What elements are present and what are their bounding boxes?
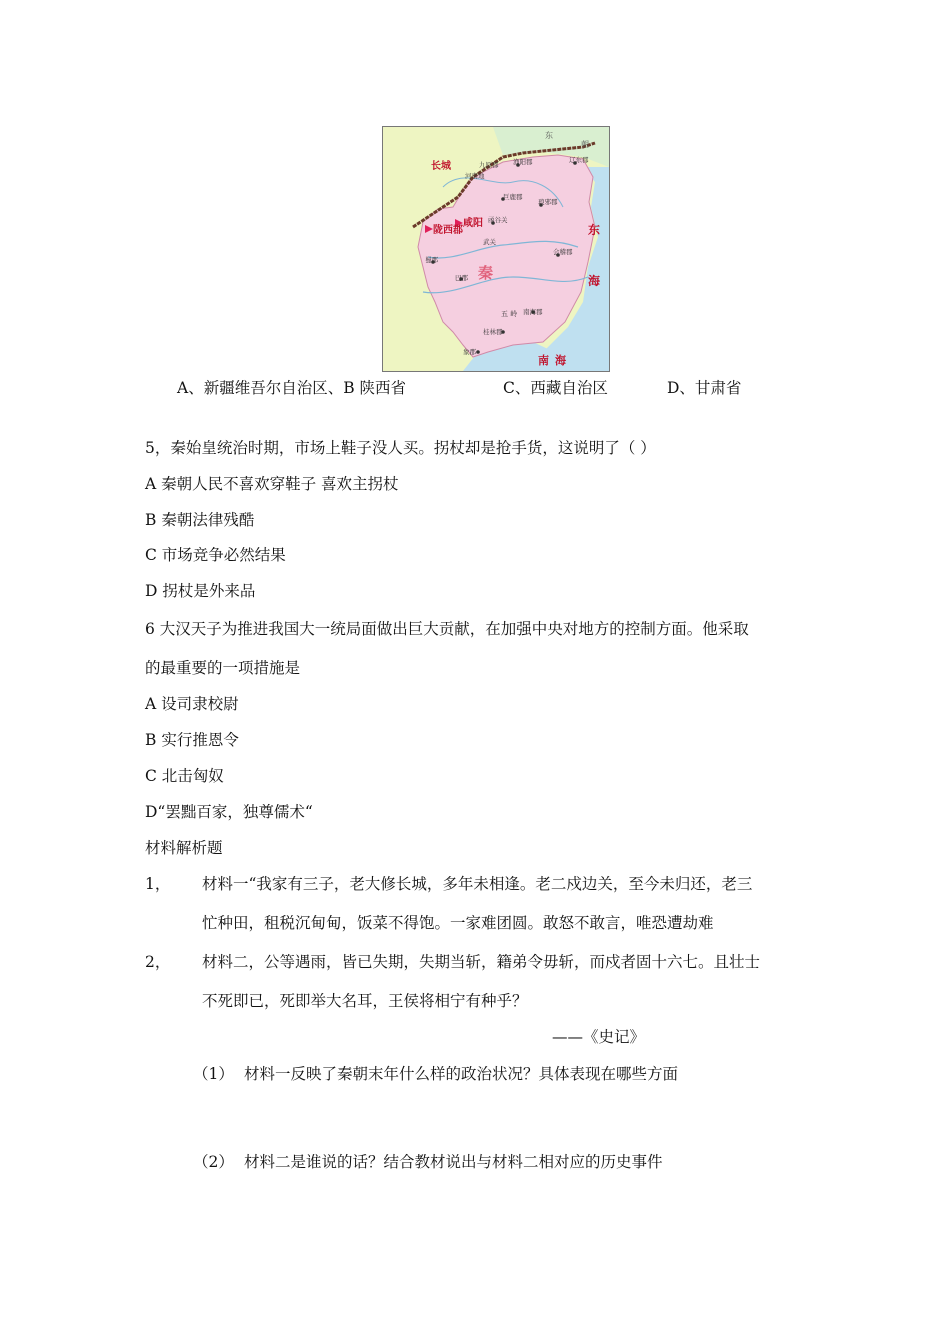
map-label-wuguan: 武关 [483, 238, 496, 246]
map-label-henandi: 河南地 [465, 172, 485, 180]
material1-line1: 材料一“我家有三子，老大修长城，多年未相逢。老二戍边关，至今未归还，老三 [202, 875, 753, 893]
q6-option-d: D“罢黜百家，独尊儒术“ [145, 803, 313, 821]
map-label-hangu: 函谷关 [488, 216, 508, 224]
section-title: 材料解析题 [145, 839, 223, 857]
map-label-liaodong: 辽东郡 [569, 156, 589, 164]
map-label-nanhai: 南海 [538, 354, 572, 367]
question1-number: （1） [193, 1065, 234, 1083]
map-label-dongchao: 东 [545, 131, 553, 140]
material2-line1: 材料二，公等遇雨，皆已失期，失期当斩，籍弟令毋斩，而戍者固十六七。且壮士 [202, 953, 761, 971]
map-label-chao: 朝 [581, 140, 589, 149]
q4-option-ab: A、新疆维吾尔自治区、B 陕西省 [177, 379, 407, 397]
material2-source: ——《史记》 [552, 1028, 646, 1046]
material1-number: 1， [145, 875, 171, 893]
map-label-hai: 海 [588, 274, 601, 288]
map-label-qin: 秦 [478, 264, 494, 282]
material2-number: 2， [145, 953, 171, 971]
q5-stem: 5，秦始皇统治时期，市场上鞋子没人买。拐杖却是抢手货，这说明了（ ） [145, 439, 656, 457]
map-label-wuling: 五 岭 [501, 310, 518, 318]
q6-option-b: B 实行推恩令 [145, 731, 239, 749]
q6-stem-line2: 的最重要的一项措施是 [145, 659, 301, 677]
q6-stem-line1: 6 大汉天子为推进我国大一统局面做出巨大贡献，在加强中央对地方的控制方面。他采取 [145, 620, 749, 638]
q5-option-b: B 秦朝法律残酷 [145, 511, 255, 529]
map-label-julu: 巨鹿郡 [503, 193, 523, 201]
map-label-xiang: 象郡 [463, 348, 476, 356]
map-label-dong: 东 [588, 223, 601, 237]
material2-line2: 不死即已，死即举大名耳，王侯将相宁有种乎？ [202, 992, 528, 1010]
question2-number: （2） [193, 1153, 234, 1171]
material1-line2: 忙种田，租税沉甸甸，饭菜不得饱。一家难团圆。敢怒不敢言，唯恐遭劫难 [202, 914, 714, 932]
map-label-shu: 蜀郡 [425, 256, 438, 264]
map-label-changcheng: 长城 [431, 161, 451, 172]
q4-option-c: C、西藏自治区 [503, 379, 608, 397]
map-label-ba: 巴郡 [455, 274, 468, 282]
q5-option-a: A 秦朝人民不喜欢穿鞋子 喜欢主拐杖 [145, 475, 399, 493]
map-label-guilin: 桂林郡 [483, 328, 503, 336]
qin-dynasty-map [382, 126, 610, 372]
map-label-nanhaijun: 南海郡 [523, 308, 543, 316]
q5-option-d: D 拐杖是外来品 [145, 582, 256, 600]
map-label-langya: 琅邪郡 [538, 198, 558, 206]
map-label-xianyang: 咸阳 [463, 218, 483, 229]
q6-option-c: C 北击匈奴 [145, 767, 224, 785]
map-label-longxi: 陇西郡 [433, 225, 463, 236]
map-label-kuaiji: 会稽郡 [553, 248, 573, 256]
map-label-jiuyuan: 九原郡 [479, 161, 499, 169]
question1-text: 材料一反映了秦朝末年什么样的政治状况？具体表现在哪些方面 [244, 1065, 679, 1083]
q5-option-c: C 市场竞争必然结果 [145, 546, 286, 564]
q4-option-d: D、甘肃省 [667, 379, 742, 397]
q6-option-a: A 设司隶校尉 [145, 695, 239, 713]
question2-text: 材料二是谁说的话？结合教材说出与材料二相对应的历史事件 [244, 1153, 663, 1171]
map-label-yuyang: 渔阳郡 [513, 158, 533, 166]
